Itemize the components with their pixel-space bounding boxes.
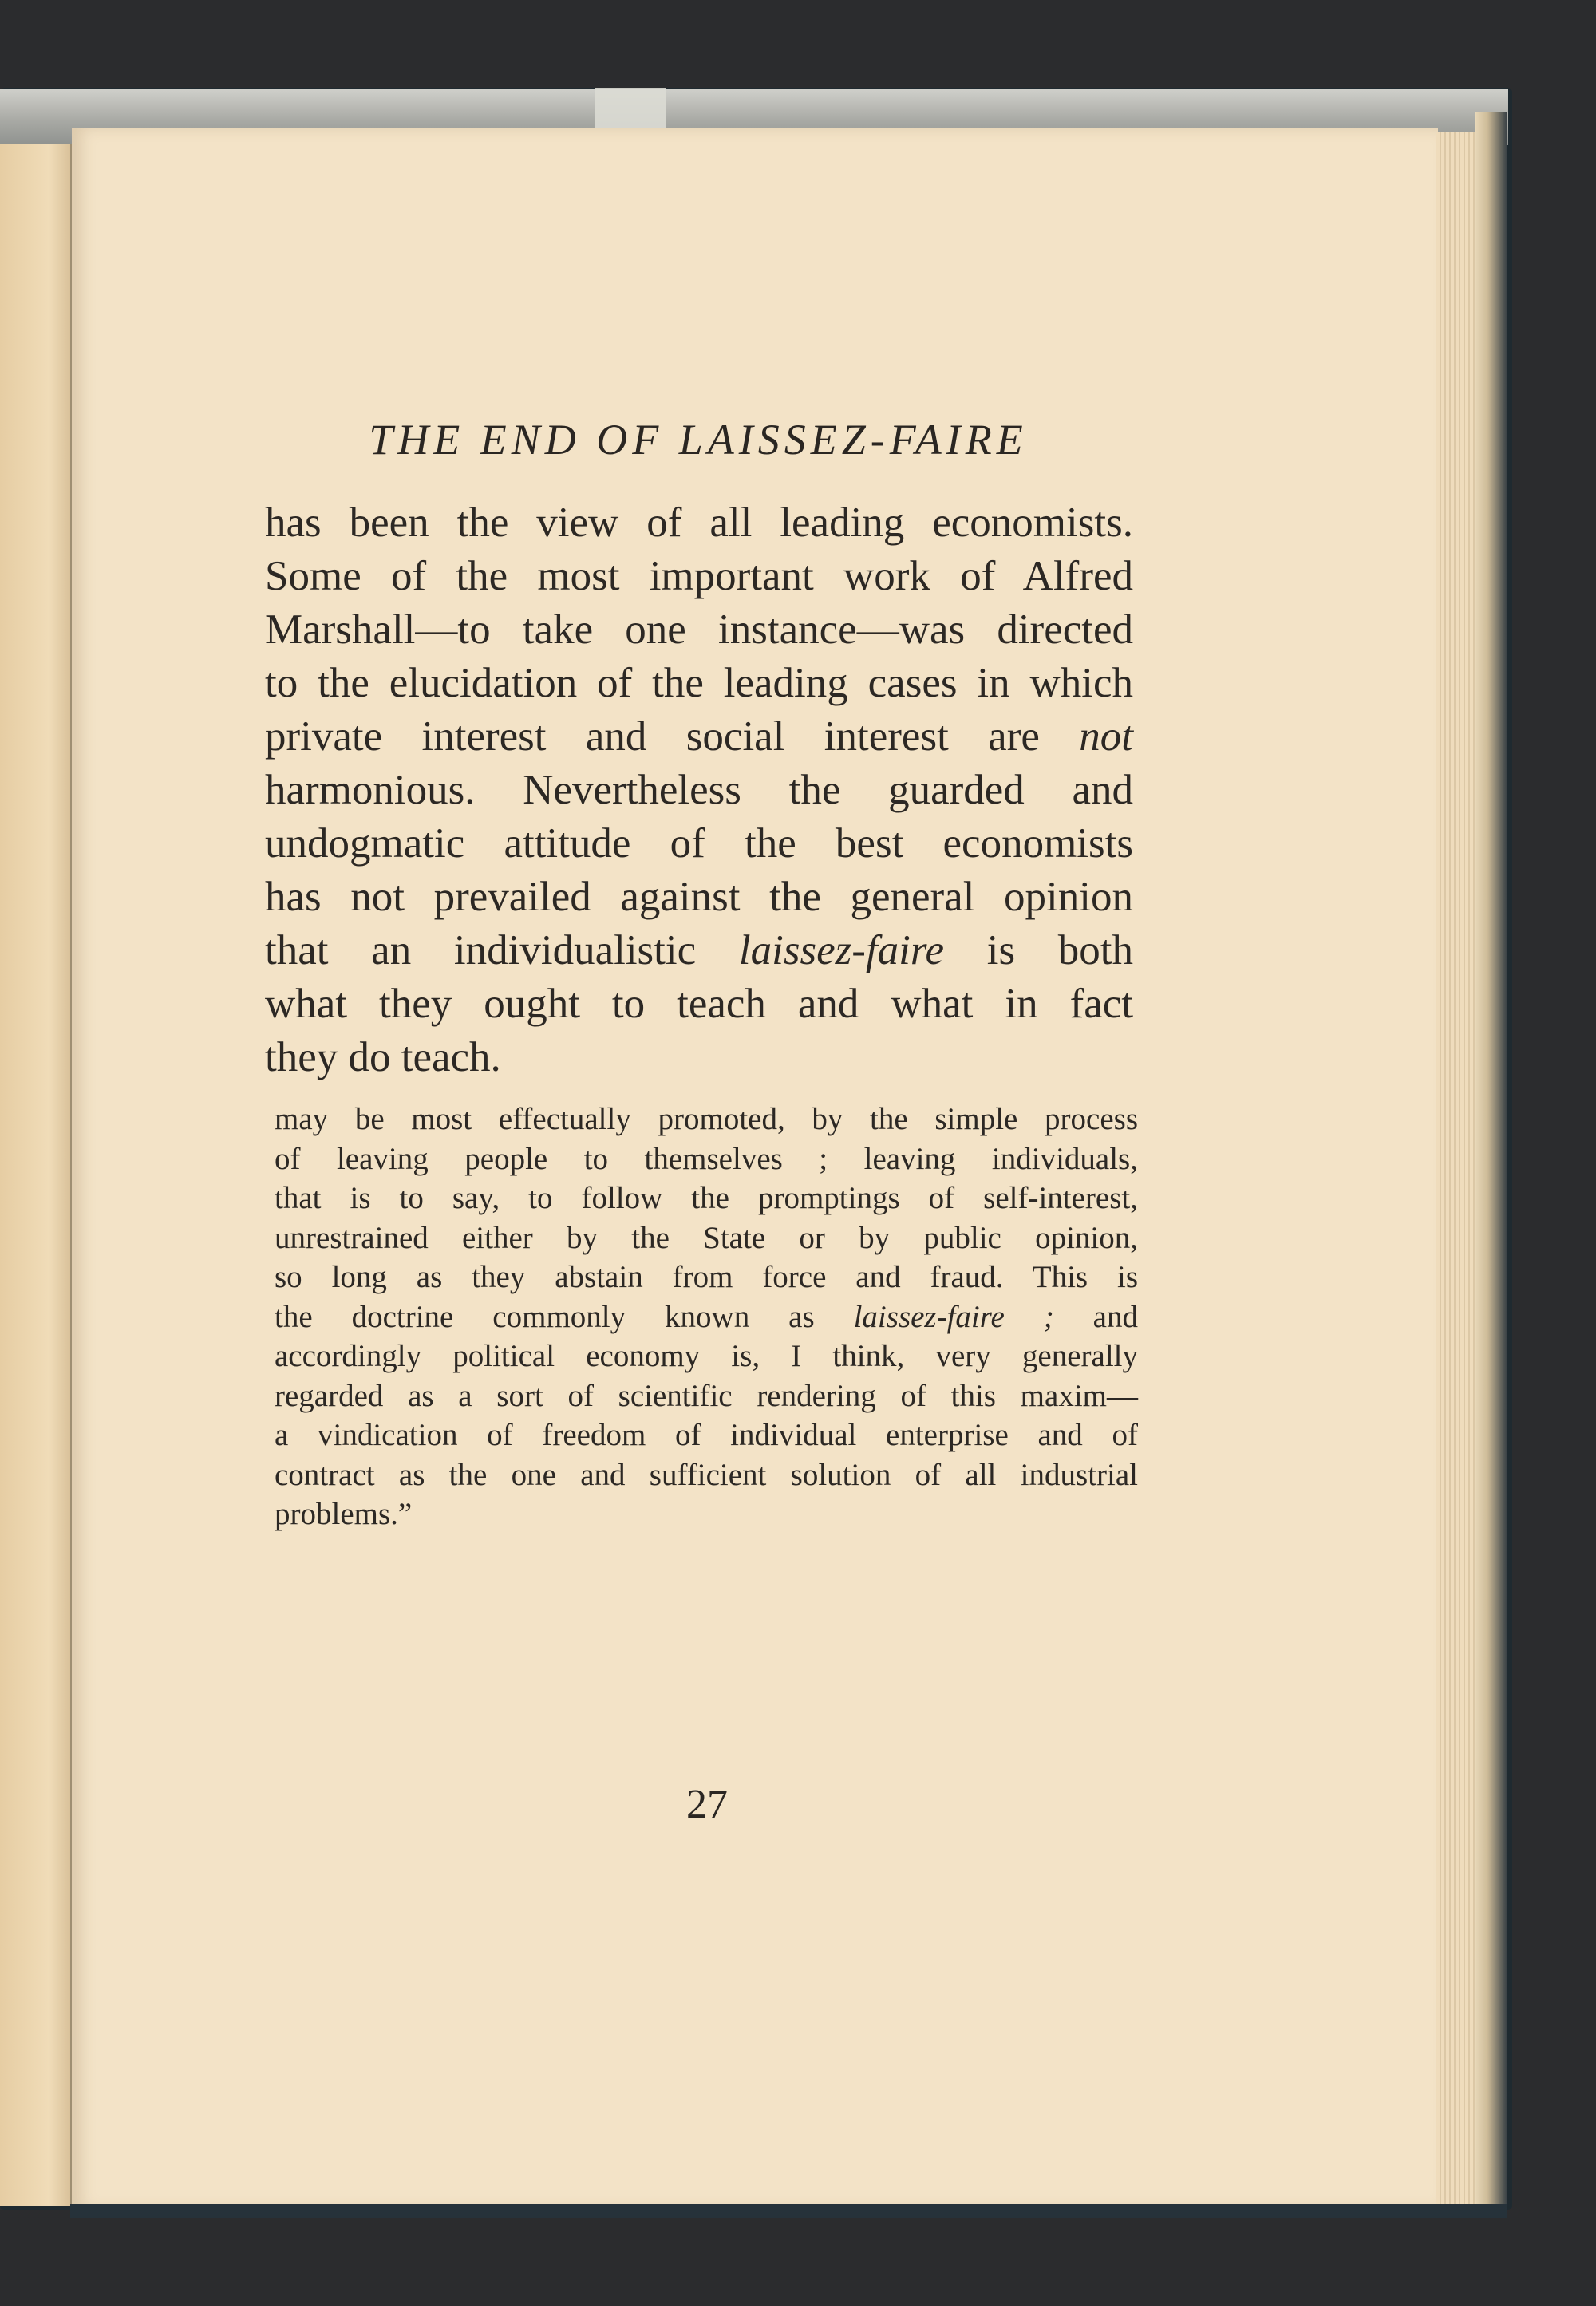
back-cover-edge	[1475, 112, 1507, 2218]
body-line-text: has been the view of all leading economists.	[265, 500, 1133, 546]
body-line	[265, 924, 1133, 977]
footnote	[275, 1100, 1138, 1534]
footnote-line	[275, 1376, 1138, 1416]
body-line	[265, 603, 1133, 657]
footnote-line-text-after: and	[1053, 1299, 1138, 1334]
body-line-text: private interest and social interest are	[265, 713, 1080, 760]
footnote-line-text: the doctrine commonly known as	[275, 1299, 854, 1334]
footnote-line-text: of leaving people to themselves ; leaving individuals,	[275, 1141, 1138, 1176]
footnote-line-text: accordingly political economy is, I think, very generally	[275, 1339, 1138, 1373]
body-line-text: undogmatic attitude of the best economists	[265, 820, 1133, 867]
footnote-line	[275, 1297, 1138, 1337]
footnote-line	[275, 1416, 1138, 1455]
body-line-text: has not prevailed against the general opinion	[265, 874, 1133, 920]
footnote-line-text: unrestrained either by the State or by public opinion,	[275, 1220, 1138, 1255]
footnote-line-text: may be most effectually promoted, by the simple process	[275, 1102, 1138, 1136]
body-line-text-after: is both	[944, 927, 1134, 973]
footnote-line	[275, 1179, 1138, 1218]
body-line	[265, 871, 1133, 924]
body-line	[265, 550, 1133, 603]
body-line-text: that an individualistic	[265, 927, 739, 973]
footnote-line-text: so long as they abstain from force and fraud. This is	[275, 1260, 1138, 1294]
footnote-line-text: contract as the one and sufficient solution of all industrial	[275, 1457, 1138, 1492]
body-line	[265, 657, 1133, 710]
body-line	[265, 817, 1133, 871]
footnote-line-text: problems.”	[275, 1497, 413, 1531]
footnote-line-text: that is to say, to follow the promptings of self-interest,	[275, 1181, 1138, 1215]
body-line-italic-term: not	[1079, 713, 1133, 760]
body-line-text: they do teach.	[265, 1034, 501, 1080]
body-line	[265, 764, 1133, 817]
footnote-line	[275, 1218, 1138, 1258]
body-line	[265, 1031, 1133, 1084]
body-text	[265, 496, 1133, 1084]
footnote-line	[275, 1258, 1138, 1297]
footnote-line	[275, 1337, 1138, 1376]
footnote-line	[275, 1455, 1138, 1495]
footnote-line	[275, 1139, 1138, 1179]
page-fore-edge	[1436, 132, 1476, 2210]
body-line	[265, 710, 1133, 764]
footnote-line	[275, 1495, 1138, 1534]
footnote-line	[275, 1100, 1138, 1139]
body-line	[265, 977, 1133, 1031]
body-line-text: what they ought to teach and what in fact	[265, 981, 1133, 1027]
footnote-line-italic-term: laissez-faire ;	[853, 1299, 1054, 1334]
body-line-text: harmonious. Nevertheless the guarded and	[265, 767, 1133, 813]
footnote-line-text: regarded as a sort of scientific rendering of this maxim—	[275, 1378, 1138, 1413]
body-line-text: to the elucidation of the leading cases in which	[265, 660, 1133, 706]
footnote-line-text: a vindication of freedom of individual enterprise and of	[275, 1418, 1138, 1452]
body-line	[265, 496, 1133, 550]
body-line-italic-term: laissez-faire	[738, 927, 945, 973]
page-number: 27	[686, 1782, 728, 1827]
body-line-text: Some of the most important work of Alfred	[265, 553, 1133, 599]
running-head: THE END OF LAISSEZ-FAIRE	[369, 416, 1028, 464]
body-line-text: Marshall—to take one instance—was directed	[265, 606, 1133, 653]
cover-bottom-edge	[70, 2204, 1507, 2218]
